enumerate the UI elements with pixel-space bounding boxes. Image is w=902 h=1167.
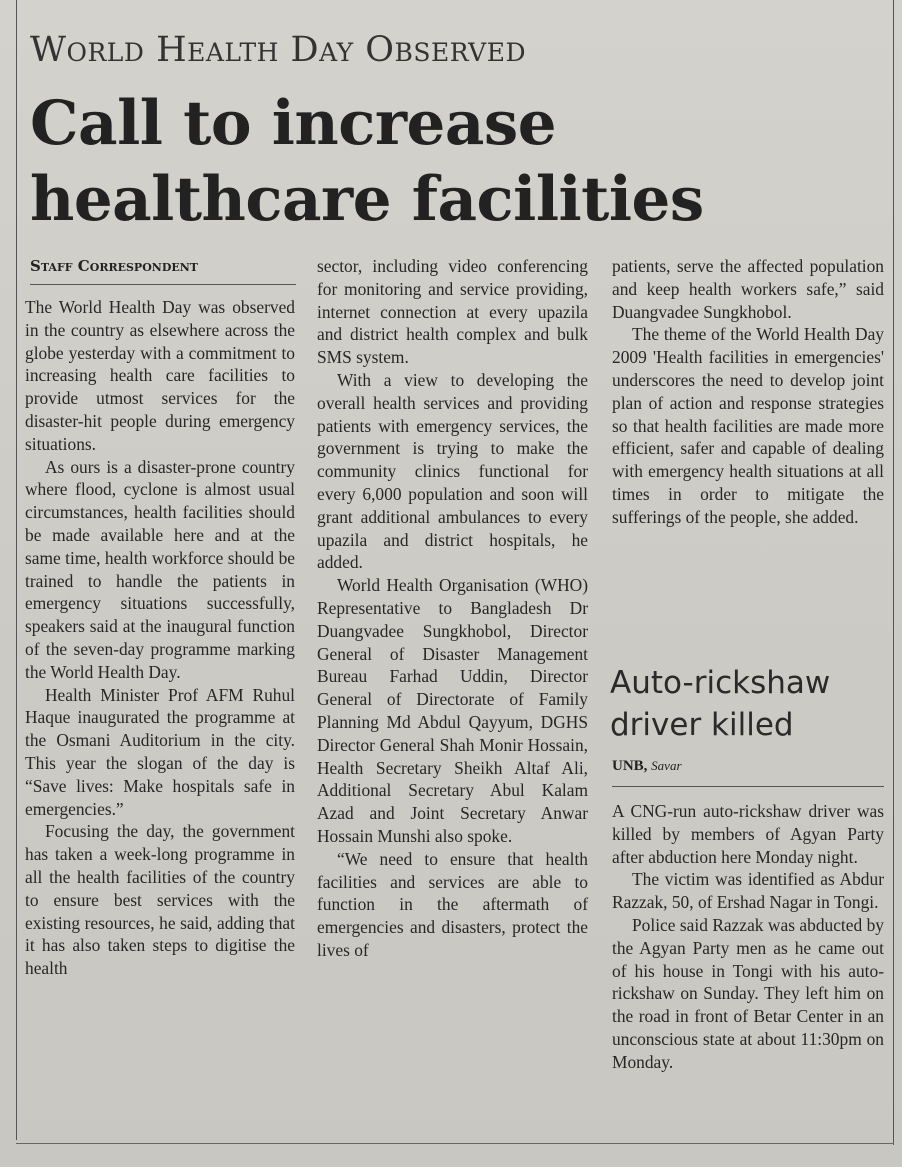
article-kicker: World Health Day Observed — [30, 30, 527, 70]
article-column-2 — [317, 255, 588, 962]
brief-byline-rule — [612, 786, 884, 787]
brief-location: Savar — [651, 758, 682, 773]
article-column-3 — [612, 255, 884, 529]
paragraph: Focusing the day, the government has taken a week-long programme in all the health facilities of the country to ensure best services with the existing resources, he said, adding that it has also taken steps to digitise the health — [25, 821, 295, 979]
brief-headline: Auto-rickshaw driver killed — [610, 665, 831, 743]
paragraph: “We need to ensure that health facilities and services are able to function in the aftermath of emergencies and disasters, protect the lives of — [317, 848, 588, 960]
bottom-rule — [16, 1143, 894, 1144]
paragraph: patients, serve the affected population and keep health workers safe,” said Duangvadee Sungkhobol. — [612, 256, 884, 322]
brief-agency: UNB, — [612, 758, 648, 774]
paragraph: The World Health Day was observed in the country as elsewhere across the globe yesterday with a commitment to increasing health care facilities to provide utmost services for the disaster-hit people during emergency situations. — [25, 297, 295, 454]
article-byline: Staff Correspondent — [30, 257, 198, 275]
paragraph: sector, including video conferencing for monitoring and service providing, internet connection at every upazila and district health complex and bulk SMS system. — [317, 256, 588, 368]
paragraph: With a view to developing the overall health services and providing patients with emergency services, the government is trying to make the community clinics functional for every 6,000 population and soon will grant additional ambulances to every upazila and district hospitals, he added. — [317, 369, 588, 573]
paragraph: The theme of the World Health Day 2009 'Health facilities in emergencies' underscores the need to develop joint plan of action and response strategies so that health facilities are made more efficient, safer and capable of dealing with emergency health situations at all times in order to mitigate the sufferings of the people, she added. — [612, 324, 884, 527]
paragraph: A CNG-run auto-rickshaw driver was killed by members of Agyan Party after abduction here Monday night. — [612, 801, 884, 867]
paragraph: Health Minister Prof AFM Ruhul Haque inaugurated the programme at the Osmani Auditorium in the city. This year the slogan of the day is “Save lives: Make hospitals safe in emergencies.” — [25, 684, 295, 819]
paragraph: The victim was identified as Abdur Razzak, 50, of Ershad Nagar in Tongi. — [612, 869, 884, 913]
article-column-1 — [25, 296, 295, 980]
paragraph: Police said Razzak was abducted by the Agyan Party men as he came out of his house in Tongi with his auto-rickshaw on Sunday. They left him on the road in front of Betar Center in an unconscious state at about 11:30pm on Monday. — [612, 914, 884, 1072]
paragraph: As ours is a disaster-prone country where flood, cyclone is almost usual circumstances, health facilities should be made available here and at the same time, health workforce should be trained to handle the patients in emergency situations successfully, speakers said at the inaugural function of the seven-day programme marking the World Health Day. — [25, 456, 295, 682]
right-column-rule — [893, 0, 894, 1145]
paragraph: World Health Organisation (WHO) Representative to Bangladesh Dr Duangvadee Sungkhobol, Director General of Disaster Management Bureau Farhad Uddin, Director General of Directorate of Family Planning Md Abdul Qayyum, DGHS Director General Shah Monir Hossain, Health Secretary Sheikh Altaf Ali, Additional Secretary Abul Kalam Azad and Joint Secretary Anwar Hossain Munshi also spoke. — [317, 575, 588, 846]
byline-rule — [30, 284, 296, 285]
brief-byline — [612, 758, 682, 775]
brief-body — [612, 800, 884, 1074]
left-column-rule — [16, 0, 17, 1140]
article-headline: Call to increase healthcare facilities — [30, 88, 704, 235]
